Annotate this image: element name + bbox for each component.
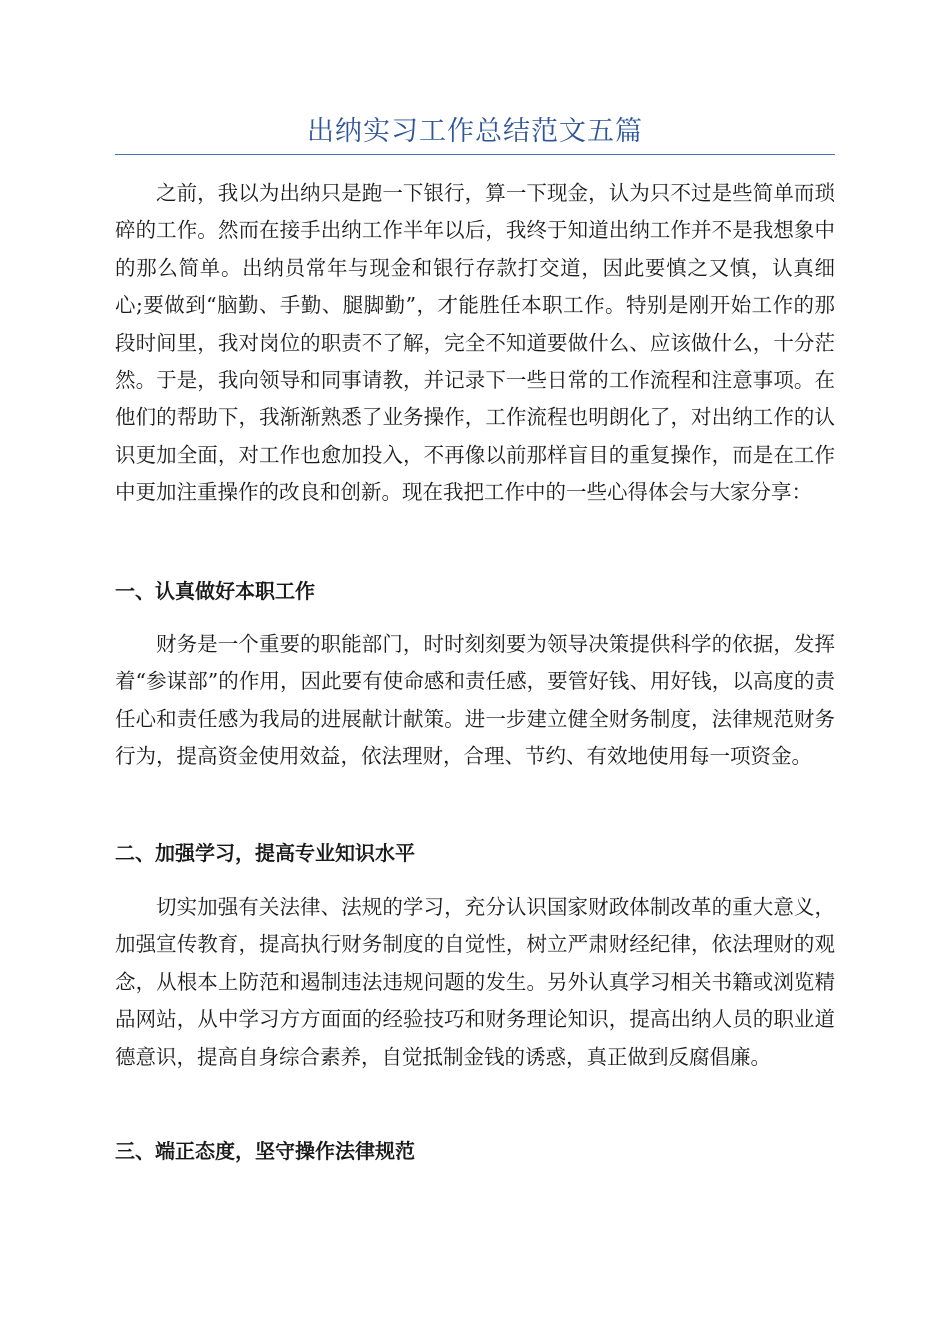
section-body-2: 切实加强有关法律、法规的学习，充分认识国家财政体制改革的重大意义，加强宣传教育，提高执行财务制度的自觉性，树立严肃财经纪律，依法理财的观念，从根本上防范和遏制违法违规问题的发生。另外认真学习相关书籍或浏览精品网站，从中学习方方面面的经验技巧和财务理论知识，提高出纳人员的职业道德意识，提高自身综合素养，自觉抵制金钱的诱惑，真正做到反腐倡廉。 [115, 895, 835, 1069]
section-body-1: 财务是一个重要的职能部门，时时刻刻要为领导决策提供科学的依据，发挥着“参谋部”的作用，因此要有使命感和责任感，要管好钱、用好钱，以高度的责任心和责任感为我局的进展献计献策。进一步建立健全财务制度，法律规范财务行为，提高资金使用效益，依法理财，合理、节约、有效地使用每一项资金。 [115, 632, 835, 769]
section-heading-1: 一、认真做好本职工作 [115, 579, 315, 603]
section-heading-3: 三、端正态度，坚守操作法律规范 [115, 1139, 415, 1163]
intro-paragraph: 之前，我以为出纳只是跑一下银行，算一下现金，认为只不过是些简单而琐碎的工作。然而在接手出纳工作半年以后，我终于知道出纳工作并不是我想象中的那么简单。出纳员常年与现金和银行存款打交道，因此要慎之又慎，认真细心;要做到“脑勤、手勤、腿脚勤”，才能胜任本职工作。特别是刚开始工作的那段时间里，我对岗位的职责不了解，完全不知道要做什么、应该做什么，十分茫然。于是，我向领导和同事请教，并记录下一些日常的工作流程和注意事项。在他们的帮助下，我渐渐熟悉了业务操作，工作流程也明朗化了，对出纳工作的认识更加全面，对工作也愈加投入，不再像以前那样盲目的重复操作，而是在工作中更加注重操作的改良和创新。现在我把工作中的一些心得体会与大家分享： [115, 181, 835, 505]
document-title: 出纳实习工作总结范文五篇 [307, 116, 643, 147]
section-heading-2: 二、加强学习，提高专业知识水平 [115, 841, 415, 865]
title-underline [115, 154, 835, 155]
